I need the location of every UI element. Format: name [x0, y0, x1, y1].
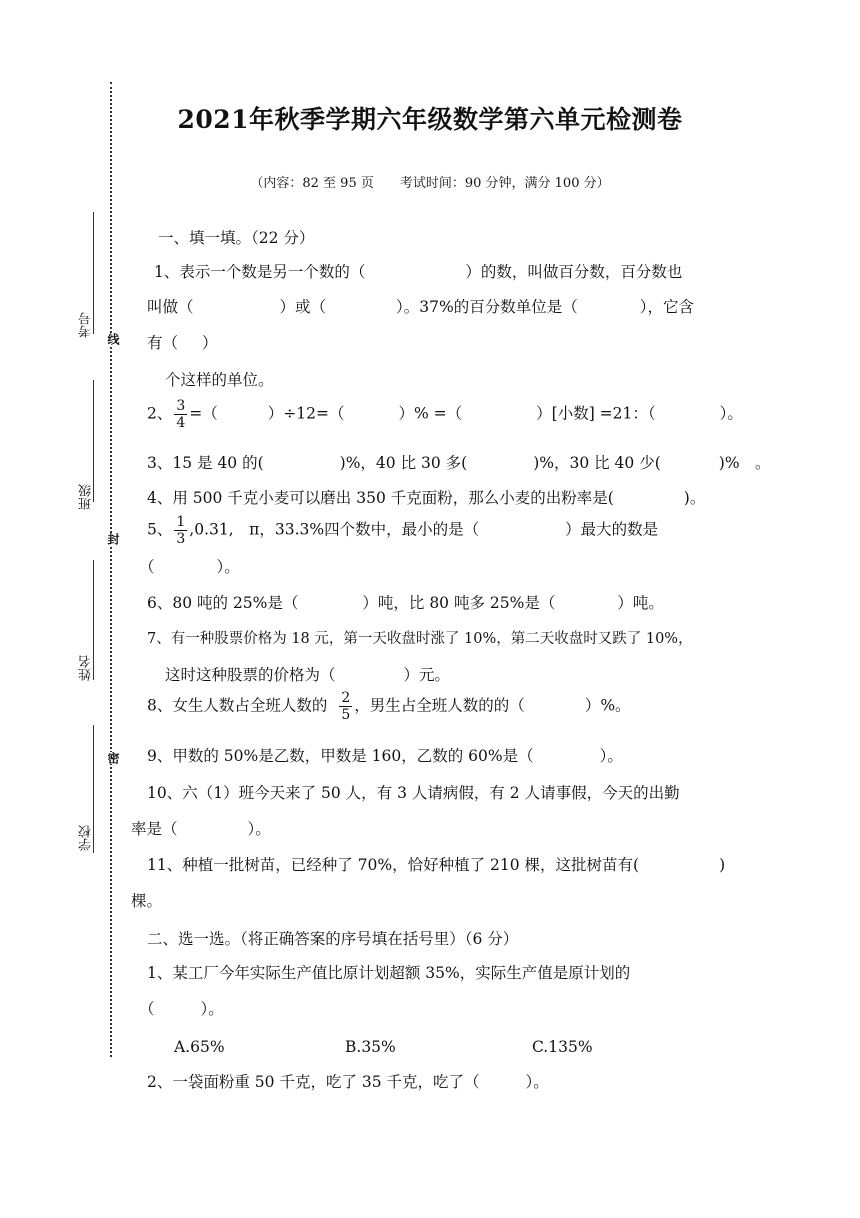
exam-number-label: 考号: [79, 312, 94, 338]
s2-q1-line1: 1、某工厂今年实际生产值比原计划超额 35%，实际生产值是原计划的: [147, 964, 631, 982]
exam-info: （内容：82 至 95 页 考试时间：90 分钟，满分 100 分）: [250, 176, 610, 191]
q1-line4: 个这样的单位。: [165, 371, 274, 389]
section2-heading: 二、选一选。（将正确答案的序号填在括号里）（6 分）: [147, 930, 519, 948]
q11-line1: 11、种植一批树苗，已经种了 70%，恰好种植了 210 棵，这批树苗有( ): [147, 856, 726, 874]
s2-q1-option-b: B.35%: [345, 1038, 396, 1056]
seal-char-secret: 密: [106, 752, 120, 764]
q1-line1: 1、表示一个数是另一个数的（ ）的数，叫做百分数，百分数也: [154, 263, 683, 281]
q2-line: 2、 $\frac{3}{4}$ =（ ）÷12=（ ）% =（ ）[小数] =21：（ ）。: [147, 398, 743, 431]
q11-line2: 棵。: [131, 892, 163, 910]
name-label: 姓名: [79, 655, 94, 681]
school-label: 学校: [79, 825, 94, 851]
seal-char-seal: 封: [106, 533, 120, 545]
class-label: 班级: [79, 484, 94, 510]
q5-line2: （ ）。: [139, 558, 240, 576]
q6-line: 6、80 吨的 25%是（ ）吨，比 80 吨多 25%是（ ）吨。: [147, 594, 664, 612]
s2-q2-line: 2、一袋面粉重 50 千克，吃了 35 千克，吃了（ ）。: [147, 1073, 549, 1091]
s2-q1-line2: （ ）。: [139, 1000, 224, 1018]
q1-line3: 有（ ）: [147, 334, 218, 352]
section1-heading: 一、填一填。（22 分）: [158, 229, 315, 247]
q7-line1: 7、有一种股票价格为 18 元，第一天收盘时涨了 10%，第二天收盘时又跌了 10%，: [147, 631, 693, 647]
q10-line1: 10、六（1）班今天来了 50 人，有 3 人请病假，有 2 人请事假，今天的出勤: [147, 784, 680, 802]
fraction-2-5: $\frac{2}{5}$: [341, 690, 351, 723]
s2-q1-option-a: A.65%: [174, 1038, 225, 1056]
q7-line2: 这时这种股票的价格为（ ）元。: [165, 666, 451, 684]
fraction-3-4: $\frac{3}{4}$: [176, 398, 186, 431]
q8-line: 8、女生人数占全班人数的 $\frac{2}{5}$ ，男生占全班人数的的（ ）%。: [147, 690, 631, 723]
page-title: 2021年秋季学期六年级数学第六单元检测卷: [177, 105, 683, 134]
q1-line2: 叫做（ ）或（ ）。37%的百分数单位是（ ），它含: [147, 298, 694, 316]
binding-dotted-line: [110, 82, 112, 1057]
q9-line: 9、甲数的 50%是乙数，甲数是 160，乙数的 60%是（ ）。: [147, 747, 623, 765]
q10-line2: 率是（ ）。: [131, 820, 271, 838]
s2-q1-option-c: C.135%: [532, 1038, 593, 1056]
q5-line1: 5、 $\frac{1}{3}$ ,0.31, π，33.3%四个数中，最小的是（ ）最大的数是: [147, 514, 659, 547]
q3-line: 3、15 是 40 的( )%，40 比 30 多( )%，30 比 40 少( )% 。: [147, 454, 771, 472]
fraction-1-3: $\frac{1}{3}$: [176, 514, 186, 547]
seal-char-line: 线: [106, 333, 120, 345]
q4-line: 4、用 500 千克小麦可以磨出 350 千克面粉，那么小麦的出粉率是( )。: [147, 489, 706, 507]
